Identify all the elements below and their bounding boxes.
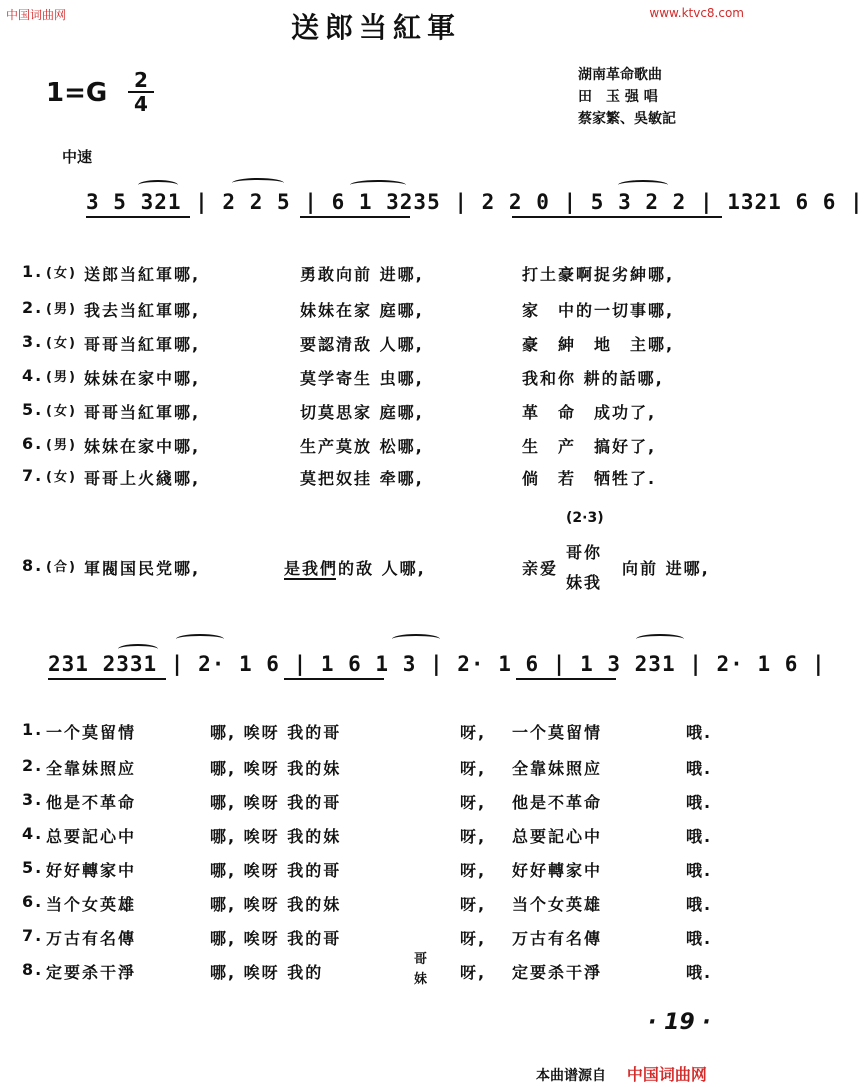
verse-part-b: 生产莫放 松哪, <box>300 437 424 456</box>
footer-brand: 中国词曲网 <box>626 1065 707 1084</box>
verse-number: 4. <box>22 824 44 843</box>
verse-part-a: 他是不革命 <box>46 793 137 812</box>
verse-part-b: 哪, 唉呀 我的妹 <box>210 895 342 914</box>
verse-part-a: 送郎当紅軍哪, <box>84 265 201 284</box>
credit-transcriber: 蔡家繁、吳敏記 <box>578 111 676 127</box>
verse-part-e: 哦. <box>686 929 713 948</box>
verse-number: 6. <box>22 892 44 911</box>
notation-line-1: 3 5 321 | 2 2 5 | 6 1 3235 | 2 2 0 | 5 3 2 2 | 1321 6 6 | <box>86 190 864 214</box>
verse-number: 5. <box>22 400 44 419</box>
verse-part-c: 呀, <box>460 895 487 914</box>
verse-part-a: 定要杀干淨 <box>46 963 137 982</box>
verse-number: 7. <box>22 926 44 945</box>
verse-part-a: 一个莫留情 <box>46 723 137 742</box>
verse-part-a: 哥哥上火綫哪, <box>84 469 201 488</box>
verse-part-d: 他是不革命 <box>512 793 603 812</box>
verse-part-b: 哪, 唉呀 我的哥 <box>210 861 342 880</box>
notation-line-2: 231 2331 | 2· 1 6 | 1 6 1 3 | 2· 1 6 | 1 3 231 | 2· 1 6 | <box>48 652 826 676</box>
verse-part-b: 哪, 唉呀 我的 <box>210 963 324 982</box>
verse-8-part-c2a: 哥你 <box>566 543 603 562</box>
verse-number: 3. <box>22 790 44 809</box>
verse-part-a: 妹妹在家中哪, <box>84 369 201 388</box>
verse-part-a: 万古有名傳 <box>46 929 137 948</box>
verse-part-b: 莫把奴挂 牵哪, <box>300 469 424 488</box>
verse-part-d: 总要記心中 <box>512 827 603 846</box>
verse-part-b: 哪, 唉呀 我的妹 <box>210 759 342 778</box>
verse-singer: (女) <box>46 336 77 351</box>
verse-part-c: 呀, <box>460 793 487 812</box>
verse-part-c: 生 产 搞好了, <box>522 437 657 456</box>
verse-part-a: 哥哥当紅軍哪, <box>84 335 201 354</box>
verse-part-b: 哪, 唉呀 我的哥 <box>210 793 342 812</box>
verse-singer: (男) <box>46 438 77 453</box>
verse-part-a: 总要記心中 <box>46 827 137 846</box>
verse-part-d: 定要杀干淨 <box>512 963 603 982</box>
verse-part-c: 呀, <box>460 963 487 982</box>
verse-number: 2. <box>22 756 44 775</box>
verse-part-e: 哦. <box>686 759 713 778</box>
verse-8-part-a: 軍閥国民党哪, <box>84 559 201 578</box>
verse-part-e: 哦. <box>686 723 713 742</box>
verse-8-singer: (合) <box>46 560 77 575</box>
verse-singer: (女) <box>46 470 77 485</box>
verse-part-a: 妹妹在家中哪, <box>84 437 201 456</box>
verse-part-d: 当个女英雄 <box>512 895 603 914</box>
verse-part-c: 豪 紳 地 主哪, <box>522 335 675 354</box>
verse-part-d: 好好轉家中 <box>512 861 603 880</box>
verse-number: 2. <box>22 298 44 317</box>
verse-part-b: 哪, 唉呀 我的哥 <box>210 929 342 948</box>
verse-number: 8. <box>22 960 44 979</box>
verse-part-d: 一个莫留情 <box>512 723 603 742</box>
verse-number: 5. <box>22 858 44 877</box>
watermark-left: 中国词曲网 <box>6 8 67 22</box>
verse-part-e: 哦. <box>686 963 713 982</box>
tempo-marking: 中速 <box>62 148 93 166</box>
verse-8-part-b: 是我們的敌 人哪, <box>284 559 426 578</box>
watermark-right: www.ktvc8.com <box>649 6 744 20</box>
verse-part-c: 呀, <box>460 929 487 948</box>
verse-part-e: 哦. <box>686 861 713 880</box>
verse-part-a: 当个女英雄 <box>46 895 137 914</box>
verse-part-b: 妹妹在家 庭哪, <box>300 301 424 320</box>
verse-number: 6. <box>22 434 44 453</box>
verse-singer: (女) <box>46 266 77 281</box>
credits <box>578 64 676 130</box>
verse-part-b: 要認清敌 人哪, <box>300 335 424 354</box>
song-title: 送郎当紅軍 <box>290 11 461 44</box>
verse-singer: (男) <box>46 302 77 317</box>
time-signature-bottom: 4 <box>134 92 148 116</box>
verse-part-c: 打土豪啊捉劣紳哪, <box>522 265 675 284</box>
verse-part-b: 切莫思家 庭哪, <box>300 403 424 422</box>
verse-number: 4. <box>22 366 44 385</box>
verse-singer: (男) <box>46 370 77 385</box>
verse-number: 1. <box>22 262 44 281</box>
verse-8-part-c1: 亲爱 <box>522 559 559 578</box>
verse-8-part-c2b: 妹我 <box>566 573 603 592</box>
footer-text: 本曲谱源自 <box>536 1068 606 1084</box>
verse-number: 1. <box>22 720 44 739</box>
verse-singer: (女) <box>46 404 77 419</box>
verse-part-c: 倘 若 牺牲了. <box>522 469 657 488</box>
verse-part-e: 哦. <box>686 793 713 812</box>
verse-part-d: 万古有名傳 <box>512 929 603 948</box>
time-signature-top: 2 <box>134 68 148 92</box>
credit-source: 湖南革命歌曲 <box>578 67 662 83</box>
verse-number: 3. <box>22 332 44 351</box>
verse-part-e: 哦. <box>686 895 713 914</box>
verse-part-b: 哪, 唉呀 我的哥 <box>210 723 342 742</box>
time-signature <box>128 70 154 114</box>
verse-part-c: 呀, <box>460 759 487 778</box>
verse-part-c: 家 中的一切事哪, <box>522 301 675 320</box>
verse-part-c: 呀, <box>460 827 487 846</box>
verse-part-b2b: 妹 <box>414 972 430 987</box>
verse-part-a: 哥哥当紅軍哪, <box>84 403 201 422</box>
verse-part-e: 哦. <box>686 827 713 846</box>
key-signature: 1=G <box>46 78 108 108</box>
verse-part-a: 全靠妹照应 <box>46 759 137 778</box>
verse-part-d: 全靠妹照应 <box>512 759 603 778</box>
verse-part-c: 我和你 耕的話哪, <box>522 369 664 388</box>
verse-number: 7. <box>22 466 44 485</box>
verse-part-c: 革 命 成功了, <box>522 403 657 422</box>
verse-part-c: 呀, <box>460 861 487 880</box>
verse-part-b: 勇敢向前 进哪, <box>300 265 424 284</box>
verse-part-a: 好好轉家中 <box>46 861 137 880</box>
verse-8-number: 8. <box>22 556 44 575</box>
verse-part-a: 我去当紅軍哪, <box>84 301 201 320</box>
verse-part-b2a: 哥 <box>414 952 430 967</box>
verse-part-b: 哪, 唉呀 我的妹 <box>210 827 342 846</box>
verse-part-c: 呀, <box>460 723 487 742</box>
footer <box>536 1062 707 1085</box>
verse-8-part-c3: 向前 进哪, <box>622 559 710 578</box>
credit-singer: 田 玉 强 唱 <box>578 89 658 105</box>
page-number: · 19 · <box>648 1010 711 1035</box>
verse-part-b: 莫学寄生 虫哪, <box>300 369 424 388</box>
verse-8-annotation: (2·3) <box>566 510 604 526</box>
